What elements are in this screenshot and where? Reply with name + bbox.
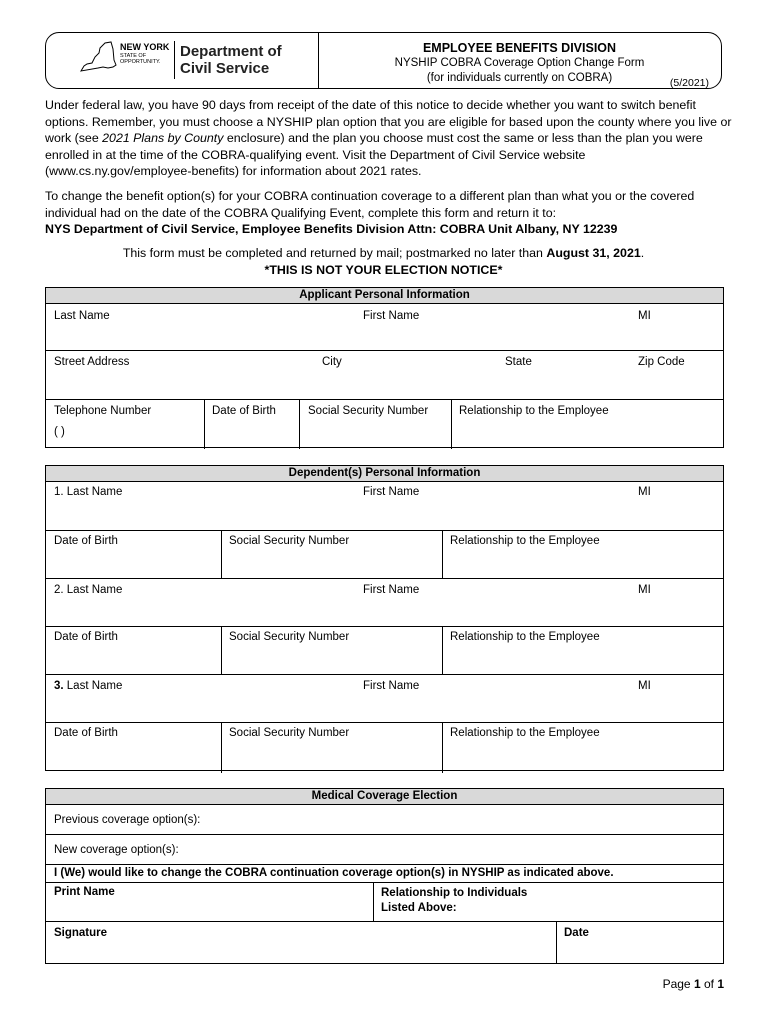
print-name-label: Print Name	[54, 886, 115, 898]
dependents-section-heading: Dependent(s) Personal Information	[46, 466, 723, 482]
city-label: City	[322, 356, 342, 368]
dependent-3-ssn-label: Social Security Number	[229, 727, 350, 739]
logo-tagline: STATE OF OPPORTUNITY.	[120, 53, 161, 65]
street-address-label: Street Address	[54, 356, 130, 368]
dependent-2-mi-label: MI	[638, 584, 651, 596]
dependent-1-first-name-label: First Name	[363, 486, 420, 498]
dependents-section	[45, 465, 724, 771]
applicant-first-name-label: First Name	[363, 310, 420, 322]
medical-section-heading: Medical Coverage Election	[46, 789, 723, 805]
new-york-state-map-icon	[78, 40, 120, 74]
medical-coverage-section	[45, 788, 724, 964]
state-label: State	[505, 356, 532, 368]
dependent-3-details-row[interactable]	[46, 722, 723, 773]
applicant-last-name-label: Last Name	[54, 310, 110, 322]
dependent-1-name-row[interactable]	[46, 482, 723, 530]
dependent-3-first-name-label: First Name	[363, 680, 420, 692]
applicant-mi-label: MI	[638, 310, 651, 322]
dependent-3-dob-label: Date of Birth	[54, 727, 118, 739]
signature-label: Signature	[54, 927, 108, 939]
instructions-paragraph: To change the benefit option(s) for your COBRA continuation coverage to a different plan than what you or the covered individual had on the date of the COBRA Qualifying Event, complete this form and return it to: NYS Department of Civil Service, Employee Benefits Division Attn: COBRA Unit Albany, NY 12239	[45, 189, 695, 236]
form-title: EMPLOYEE BENEFITS DIVISION	[422, 41, 617, 55]
dependent-1-ssn-label: Social Security Number	[229, 535, 350, 547]
page-number: Page 1 of 1	[662, 977, 724, 991]
dependent-3-mi-label: MI	[638, 680, 651, 692]
dependent-3-last-name-label: 3. Last Name	[54, 680, 123, 692]
logo-state-name: NEW YORK	[120, 42, 170, 52]
zip-code-label: Zip Code	[638, 356, 685, 368]
applicant-section-heading: Applicant Personal Information	[46, 288, 723, 304]
applicant-section	[45, 287, 724, 448]
intro-paragraph: Under federal law, you have 90 days from receipt of the date of this notice to decide whether you want to switch benefit options. Remember, you must choose a NYSHIP plan option that you are eligible for based upon the county where you live or work (see 2021 Plans by County enclosure) and the plan you choose must cost the same or less than the plan you were enrolled in at the time of the COBRA-qualifying event. Visit the Department of Civil Service website (www.cs.ny.gov/employee-benefits) for information about 2021 rates.	[45, 98, 732, 178]
dependent-1-mi-label: MI	[638, 486, 651, 498]
applicant-relationship-label: Relationship to the Employee	[459, 405, 609, 417]
change-statement-row	[46, 864, 723, 882]
relationship-to-individuals-label: Relationship to Individuals Listed Above:	[381, 887, 528, 914]
dependent-2-dob-label: Date of Birth	[54, 631, 118, 643]
logo-department: Department of Civil Service	[180, 43, 282, 77]
previous-coverage-label: Previous coverage option(s):	[54, 814, 201, 826]
telephone-area-code: ( )	[54, 426, 65, 438]
applicant-details-row[interactable]	[46, 399, 723, 449]
telephone-label: Telephone Number	[54, 405, 152, 417]
form-revision-date: (5/2021)	[669, 77, 709, 89]
new-coverage-label: New coverage option(s):	[54, 844, 179, 856]
applicant-ssn-label: Social Security Number	[308, 405, 429, 417]
date-label: Date	[564, 927, 589, 939]
applicant-address-row[interactable]	[46, 350, 723, 399]
dependent-1-relationship-label: Relationship to the Employee	[450, 535, 600, 547]
previous-coverage-row[interactable]	[46, 805, 723, 834]
dependent-1-last-name-label: 1. Last Name	[54, 486, 123, 498]
mailing-address: NYS Department of Civil Service, Employee Benefits Division Attn: COBRA Unit Albany, NY 12239	[45, 222, 618, 236]
dependent-2-relationship-label: Relationship to the Employee	[450, 631, 600, 643]
dependent-2-details-row[interactable]	[46, 626, 723, 674]
new-coverage-row[interactable]	[46, 834, 723, 864]
logo-separator	[174, 41, 175, 79]
election-notice-warning: *THIS IS NOT YOUR ELECTION NOTICE*	[264, 262, 503, 277]
form-subtitle: NYSHIP COBRA Coverage Option Change Form	[394, 57, 645, 69]
signature-row[interactable]	[46, 921, 723, 963]
print-name-row[interactable]	[46, 882, 723, 921]
dependent-2-name-row[interactable]	[46, 578, 723, 626]
dependent-2-ssn-label: Social Security Number	[229, 631, 350, 643]
dependent-2-first-name-label: First Name	[363, 584, 420, 596]
applicant-name-row[interactable]	[46, 304, 723, 350]
change-statement: I (We) would like to change the COBRA continuation coverage option(s) in NYSHIP as indicated above.	[54, 867, 614, 879]
dependent-3-name-row[interactable]	[46, 674, 723, 722]
dependent-1-dob-label: Date of Birth	[54, 535, 118, 547]
deadline-notice: This form must be completed and returned by mail; postmarked no later than August 31, 2021. *THIS IS NOT YOUR ELECTION NOTICE*	[122, 246, 645, 277]
applicant-dob-label: Date of Birth	[212, 405, 276, 417]
dependent-1-details-row[interactable]	[46, 530, 723, 578]
dependent-3-relationship-label: Relationship to the Employee	[450, 727, 600, 739]
form-subtitle-note: (for individuals currently on COBRA)	[426, 72, 613, 84]
dependent-2-last-name-label: 2. Last Name	[54, 584, 123, 596]
form-header	[45, 32, 722, 89]
